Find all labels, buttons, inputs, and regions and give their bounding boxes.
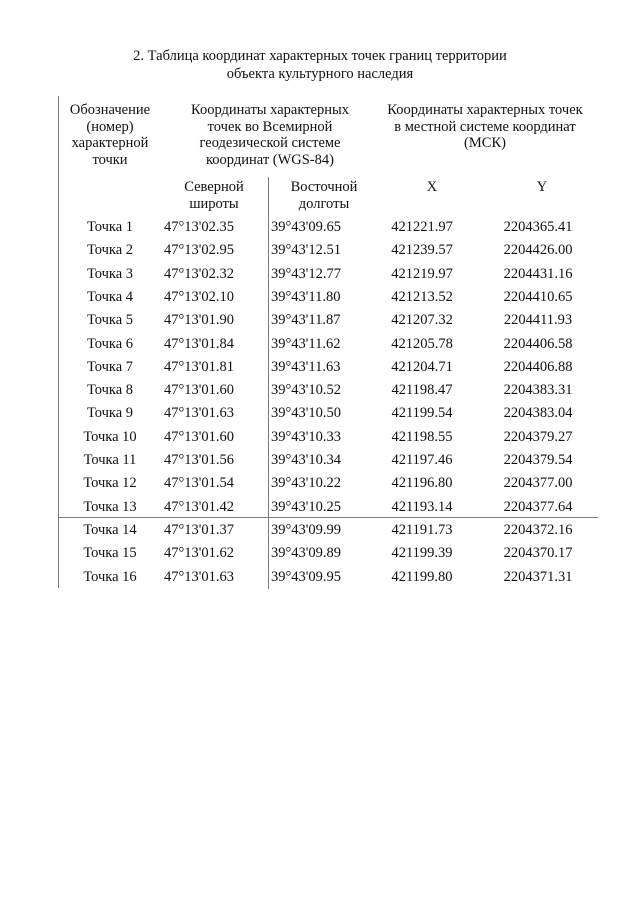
header-local-line: в местной системе координат [394,118,576,135]
y-coordinate-cell: 2204410.65 [503,288,573,305]
longitude-cell: 39°43'11.87 [271,312,341,329]
longitude-cell: 39°43'10.52 [271,382,342,399]
longitude-cell: 39°43'10.22 [271,475,342,492]
point-name-cell: Точка 14 [83,521,137,538]
longitude-cell: 39°43'09.99 [271,521,342,538]
point-name-cell: Точка 2 [86,242,134,259]
subheader-longitude-line: долготы [298,195,350,212]
x-coordinate-cell: 421199.54 [391,405,453,422]
y-coordinate-cell: 2204377.64 [503,498,573,515]
x-coordinate-cell: 421197.46 [391,452,453,468]
table-row-divider [58,517,598,518]
header-point-designation-line: Обозначение [69,102,151,118]
latitude-cell: 47°13'01.63 [164,568,235,585]
longitude-cell: 39°43'10.33 [271,428,342,445]
point-name-cell: Точка 7 [86,358,134,375]
y-coordinate-cell: 2204379.27 [503,428,573,445]
longitude-cell: 39°43'10.25 [271,498,342,515]
x-coordinate-cell: 421219.97 [391,265,453,282]
y-coordinate-cell: 2204365.41 [503,219,573,235]
longitude-cell: 39°43'12.77 [271,265,342,282]
header-wgs84-line: Координаты характерных [191,102,349,118]
longitude-cell: 39°43'11.80 [271,288,341,305]
latitude-cell: 47°13'02.10 [164,288,235,305]
point-name-cell: Точка 3 [86,265,134,282]
x-coordinate-cell: 421196.80 [391,475,453,492]
longitude-cell: 39°43'10.50 [271,405,342,422]
x-coordinate-cell: 421207.32 [391,312,453,329]
latitude-cell: 47°13'01.54 [164,475,235,492]
y-coordinate-cell: 2204406.88 [503,358,573,375]
y-coordinate-cell: 2204370.17 [503,545,573,562]
point-name-cell: Точка 6 [86,335,134,352]
point-name-cell: Точка 9 [86,405,134,422]
point-name-cell: Точка 5 [86,312,134,329]
y-coordinate-cell: 2204379.54 [503,452,573,468]
x-coordinate-cell: 421213.52 [391,288,453,305]
subheader-y: Y [536,179,548,195]
latitude-cell: 47°13'01.56 [164,452,235,468]
latitude-cell: 47°13'01.81 [164,358,235,375]
longitude-cell: 39°43'09.89 [271,545,342,562]
latitude-cell: 47°13'01.60 [164,428,235,445]
point-name-cell: Точка 11 [83,452,137,468]
table-title-line1: 2. Таблица координат характерных точек границ территории [133,48,507,64]
latitude-cell: 47°13'01.60 [164,382,235,399]
latitude-cell: 47°13'01.90 [164,312,235,329]
latitude-cell: 47°13'01.42 [164,498,235,515]
subheader-latitude [172,179,256,212]
point-name-cell: Точка 13 [83,498,137,515]
header-local-line: (МСК) [464,135,506,151]
y-coordinate-cell: 2204383.31 [503,382,573,399]
y-coordinate-cell: 2204383.04 [503,405,573,422]
point-name-cell: Точка 4 [86,288,134,305]
x-coordinate-cell: 421221.97 [391,219,453,235]
latitude-cell: 47°13'01.37 [164,521,235,538]
x-coordinate-cell: 421239.57 [391,242,453,259]
x-coordinate-cell: 421199.39 [391,545,453,562]
header-wgs84-coordinates [172,102,368,168]
latitude-cell: 47°13'02.35 [164,219,235,235]
y-coordinate-cell: 2204431.16 [503,265,573,282]
subheader-x: X [426,179,438,195]
header-point-designation-line: точки [92,151,128,168]
x-coordinate-cell: 421198.47 [391,382,453,399]
point-name-cell: Точка 15 [83,545,137,562]
header-point-designation-line: характерной [71,135,149,151]
header-wgs84-line: точек во Всемирной [207,118,333,135]
header-wgs84-line: геодезической системе [199,135,341,151]
longitude-cell: 39°43'10.34 [271,452,342,468]
header-point-designation-line: (номер) [86,118,134,135]
point-name-cell: Точка 8 [86,382,134,399]
longitude-cell: 39°43'11.62 [271,335,341,352]
subheader-latitude-line: Северной [184,179,244,195]
point-name-cell: Точка 12 [83,475,137,492]
latitude-cell: 47°13'01.62 [164,545,235,562]
longitude-cell: 39°43'12.51 [271,242,342,259]
y-coordinate-cell: 2204426.00 [503,242,573,259]
x-coordinate-cell: 421198.55 [391,428,453,445]
point-name-cell: Точка 16 [83,568,137,585]
latitude-cell: 47°13'01.63 [164,405,235,422]
header-local-line: Координаты характерных точек [387,102,583,118]
header-point-designation [58,102,162,168]
subheader-longitude-line: Восточной [290,179,358,195]
point-name-cell: Точка 1 [86,219,134,235]
x-coordinate-cell: 421191.73 [391,521,453,538]
x-coordinate-cell: 421199.80 [391,568,453,585]
y-coordinate-cell: 2204406.58 [503,335,573,352]
latitude-cell: 47°13'01.84 [164,335,235,352]
longitude-cell: 39°43'09.65 [271,219,342,235]
subheader-latitude-line: широты [189,195,239,212]
longitude-cell: 39°43'11.63 [271,358,341,375]
longitude-cell: 39°43'09.95 [271,568,342,585]
x-coordinate-cell: 421204.71 [391,358,453,375]
x-coordinate-cell: 421205.78 [391,335,453,352]
point-name-cell: Точка 10 [83,428,137,445]
subheader-longitude [276,179,372,212]
header-wgs84-line: координат (WGS-84) [206,151,334,168]
table-title-line2: объекта культурного наследия [226,66,414,82]
header-local-coordinates [380,102,590,152]
latitude-cell: 47°13'02.32 [164,265,235,282]
y-coordinate-cell: 2204377.00 [503,475,573,492]
y-coordinate-cell: 2204372.16 [503,521,573,538]
latitude-cell: 47°13'02.95 [164,242,235,259]
y-coordinate-cell: 2204371.31 [503,568,573,585]
y-coordinate-cell: 2204411.93 [503,312,573,329]
x-coordinate-cell: 421193.14 [391,498,453,515]
